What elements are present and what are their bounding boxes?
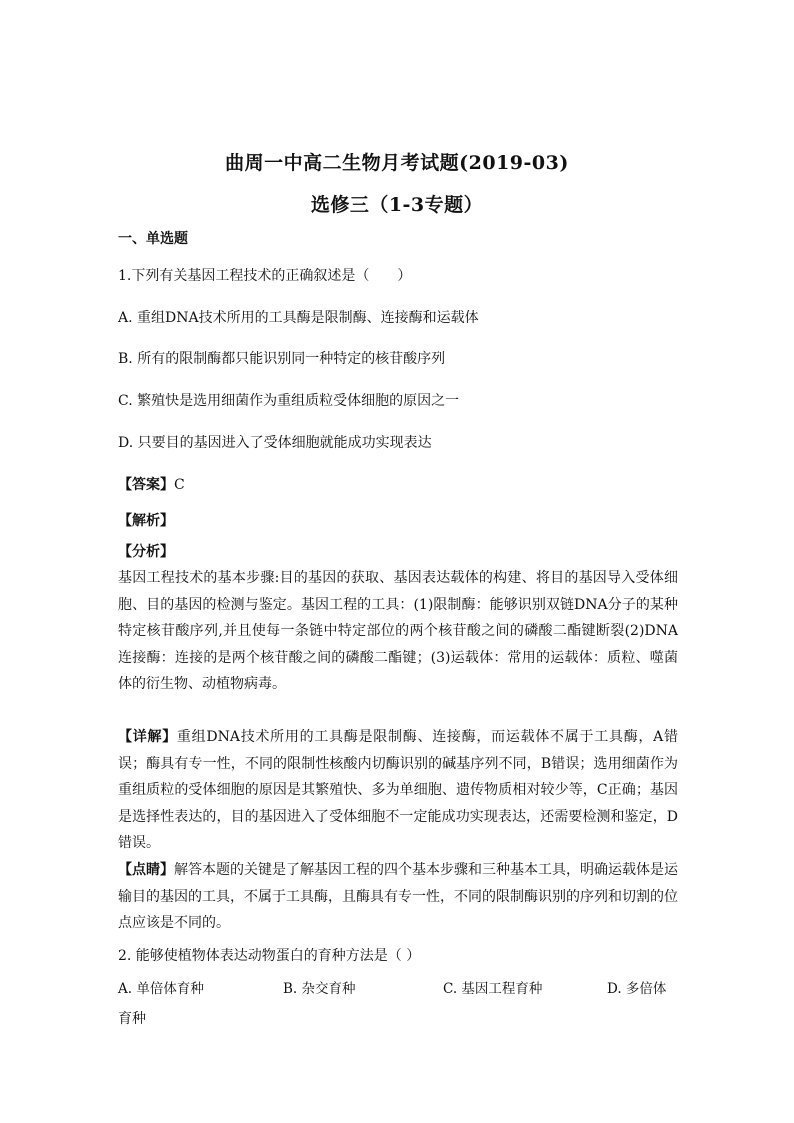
q1-option-d: D. 只要目的基因进入了受体细胞就能成功实现表达	[118, 435, 432, 451]
q2-stem: 2. 能够使植物体表达动物蛋白的育种方法是（ ）	[118, 948, 421, 964]
q2-option-c: C. 基因工程育种	[443, 981, 543, 997]
q1-stem: 1.下列有关基因工程技术的正确叙述是（ ）	[118, 268, 412, 284]
q1-option-a: A. 重组DNA技术所用的工具酶是限制酶、连接酶和运载体	[118, 310, 479, 326]
analysis-label: 【解析】	[118, 513, 174, 529]
point-paragraph	[118, 857, 678, 937]
fenxi-text: 基因工程技术的基本步骤:目的基因的获取、基因表达载体的构建、将目的基因导入受体细胞、目的基因的检测与鉴定。基因工程的工具：(1)限制酶：能够识别双链DNA分子的某种特定核苷酸序列,并且使每一条链中特定部位的两个核苷酸之间的磷酸二酯键断裂(2)DNA连接酶：连接的是两个核苷酸之间的磷酸二酯键；(3)运载体：常用的运载体：质粒、噬菌体的衍生物、动植物病毒。	[118, 570, 678, 692]
q1-answer	[118, 474, 185, 494]
answer-label: 【答案】	[118, 477, 174, 493]
q2-option-d: D. 多倍体	[607, 981, 667, 997]
q2-options	[118, 977, 678, 999]
point-text: 解答本题的关键是了解基因工程的四个基本步骤和三种基本工具，明确运载体是运输目的基因的工具，不属于工具酶，且酶具有专一性，不同的限制酶识别的序列和切割的位点应该是不同的。	[118, 862, 678, 931]
point-label: 【点睛】	[118, 862, 174, 878]
detail-label: 【详解】	[118, 729, 177, 745]
q2-option-d-wrap: 育种	[118, 1011, 146, 1027]
page-title: 曲周一中高二生物月考试题(2019-03)	[225, 152, 569, 174]
detail-text: 重组DNA技术所用的工具酶是限制酶、连接酶，而运载体不属于工具酶，A错误；酶具有专一性，不同的限制性核酸内切酶识别的碱基序列不同，B错误；选用细菌作为重组质粒的受体细胞的原因是其繁殖快、多为单细胞、遗传物质相对较少等，C正确；基因是选择性表达的，目的基因进入了受体细胞不一定能成功实现表达，还需要检测和鉴定，D错误。	[118, 729, 678, 851]
q1-option-c: C. 繁殖快是选用细菌作为重组质粒受体细胞的原因之一	[118, 393, 460, 409]
detail-paragraph	[118, 724, 678, 857]
answer-value: C	[174, 477, 185, 493]
page-subtitle: 选修三（1-3专题）	[310, 194, 484, 216]
q2-option-a: A. 单倍体育种	[118, 981, 204, 997]
section-heading: 一、单选题	[118, 231, 188, 247]
q2-option-b: B. 杂交育种	[283, 981, 356, 997]
q1-option-b: B. 所有的限制酶都只能识别同一种特定的核苷酸序列	[118, 351, 446, 367]
fenxi-label: 【分析】	[118, 544, 174, 560]
